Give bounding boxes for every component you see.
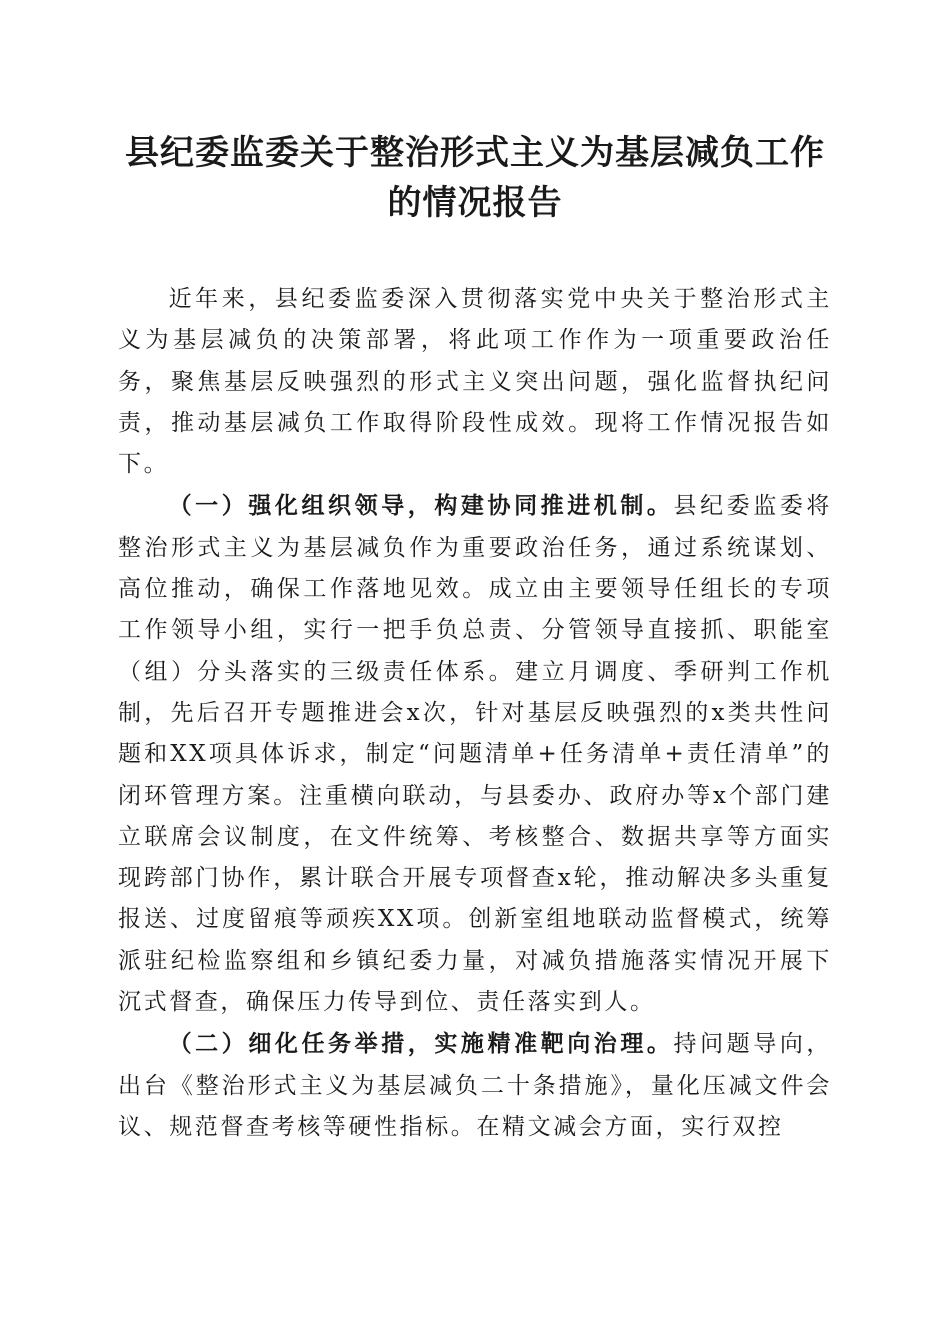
- title-line-2: 的情况报告: [387, 183, 563, 223]
- title-line-1: 县纪委监委关于整治形式主义为基层减负工作: [125, 133, 825, 173]
- intro-paragraph: 近年来，县纪委监委深入贯彻落实党中央关于整治形式主义为基层减负的决策部署，将此项工作作为一项重要政治任务，聚焦基层反映强烈的形式主义突出问题，强化监督执纪问责，推动基层减负工作取得阶段性成效。现将工作情况报告如下。: [118, 286, 832, 478]
- section-1-text: 县纪委监委将整治形式主义为基层减负作为重要政治任务，通过系统谋划、高位推动，确保工作落地见效。成立由主要领导任组长的专项工作领导小组，实行一把手负总责、分管领导直接抓、职能室（组）分头落实的三级责任体系。建立月调度、季研判工作机制，先后召开专题推进会x次，针对基层反映强烈的x类共性问题和XX项具体诉求，制定“问题清单+任务清单+责任清单”的闭环管理方案。注重横向联动，与县委办、政府办等x个部门建立联席会议制度，在文件统筹、考核整合、数据共享等方面实现跨部门协作，累计联合开展专项督查x轮，推动解决多头重复报送、过度留痕等顽疾XX项。创新室组地联动监督模式，统筹派驻纪检监察组和乡镇纪委力量，对减负措施落实情况开展下沉式督查，确保压力传导到位、责任落实到人。: [118, 493, 832, 1016]
- document-body: [118, 279, 832, 1148]
- section-2-heading: （二）细化任务举措，实施精准靶向治理。: [168, 1030, 674, 1058]
- section-2-paragraph: [118, 1023, 832, 1148]
- document-title: [60, 128, 890, 228]
- section-2-text: 持问题导向，出台《整治形式主义为基层减负二十条措施》，量化压减文件会议、规范督查考核等硬性指标。在精文减会方面，实行双控: [118, 1031, 832, 1140]
- section-1-paragraph: [118, 485, 832, 1023]
- section-1-heading: （一）强化组织领导，构建协同推进机制。: [168, 492, 674, 520]
